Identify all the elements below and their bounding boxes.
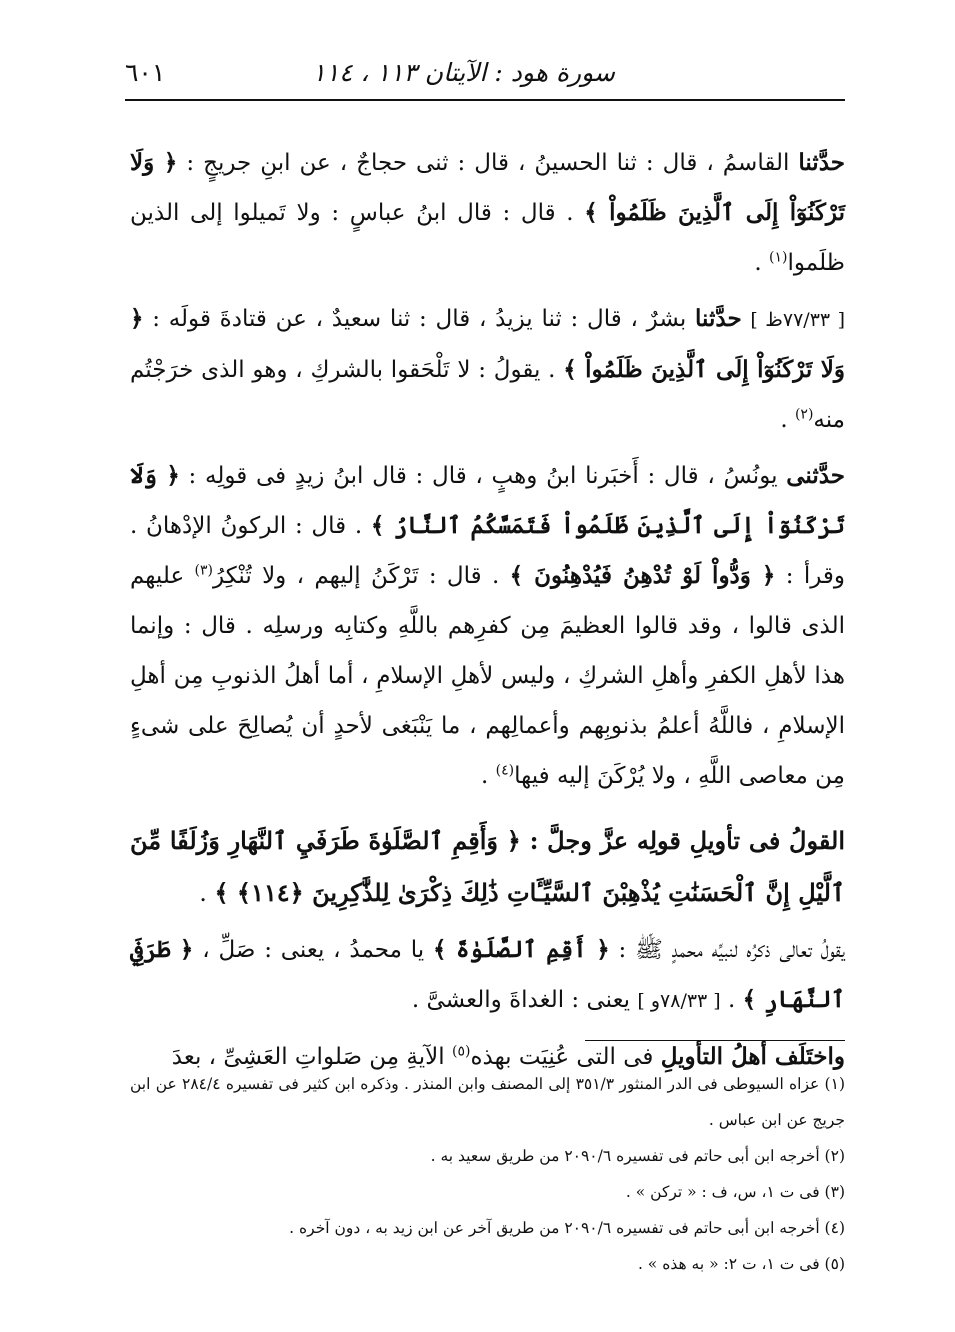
manuscript-ref: [ ٧٨/٣٣و ] [637,990,721,1012]
footnote-marker-2: (٤) [495,762,515,779]
paragraph-tail-2: . قال : تَرْكَنُ إليهم ، ولا تُنْكِرُ [213,563,510,589]
paragraph-text: يقولُ تعالى ذكرُه لنبيِّه محمدٍ ﷺ : [609,937,846,963]
paragraph-end: . [754,250,770,276]
manuscript-ref: [ ٧٧/٣٣ظ ] [750,309,846,331]
footnote-marker: (٥) [451,1043,471,1060]
paragraph-end: . [199,879,215,907]
paragraph-4 [130,815,845,919]
paragraph-tail: . قال : الركونُ الإدْهانُ . وقرأ : [130,513,846,589]
footnote-2: (٢) أخرجه ابن أبى حاتم فى تفسيره ٢٠٩٠/٦ من طريق سعيد به . [430,1147,845,1165]
paragraph-tail: . يقولُ : لا تَلْحَقوا بالشركِ ، وهو الذى خرَجْتُم منه [130,357,845,433]
paragraph-5 [130,925,845,1026]
footnote-marker: (٣) [194,562,213,579]
footnote-3: (٣) فى ت ١، س، ف : « تركن » . [625,1183,845,1201]
footnote-4: (٤) أخرجه ابن أبى حاتم فى تفسيره ٢٠٩٠/٦ من طريق آخر عن ابن زيد به ، دون آخره . [289,1219,845,1237]
footnotes [130,1066,845,1282]
quran-quote: ﴿ أَقِمِ ٱلصَّلَوٰةَ ﴾ [432,936,610,963]
paragraph-tail-2: . [720,987,743,1013]
main-text [130,138,845,1082]
paragraph-2 [130,294,845,445]
paragraph-lead: حدَّثنا [798,149,845,176]
page-number: ٦٠١ [125,58,166,87]
paragraph-end-2: . [481,763,496,789]
footnote-rule [585,1040,845,1041]
paragraph-tail: يا محمدُ ، يعنى : صَلِّ ، [193,937,433,963]
paragraph-text: يونُسُ ، قال : أَخبَرنا ابنُ وهبٍ ، قال : قال ابنُ زيدٍ فى قولِه : [179,463,787,489]
footnote-1: (١) عزاه السيوطى فى الدر المنثور ٣٥١/٣ إلى المصنف وابن المنذر . وذكره ابن كثير فى تفسيره ٢٨٤/٤ عن ابن جريج عن ابن عباس . [130,1075,845,1129]
paragraph-tail: . قال : قال ابنُ عباسٍ : ولا تَميلوا إلى الذين ظلَموا [130,200,845,276]
quran-quote-2: ﴿ طَرَفَيِ ٱلنَّهَارِ ﴾ [130,936,845,1013]
paragraph-end: . [780,407,795,433]
footnote-marker: (٢) [794,406,814,423]
quran-quote: ﴿ وَلَا تَرْكَنُوٓاْ إِلَى ٱلَّذِينَ ظَلَمُواْ ﴾ [130,305,846,383]
paragraph-text: بشرٌ ، قال : ثنا يزيدُ ، قال : ثنا سعيدٌ ، عن قتادةَ قولَه : [143,306,696,332]
footnote-5: (٥) فى ت ١، ت ٢: « به هذه » . [637,1255,845,1273]
running-header [125,52,845,96]
quran-quote-2: ﴿ وَدُّواْ لَوْ تُدْهِنُ فَيُدْهِنُونَ ﴾ [509,562,776,589]
quran-quote: ﴿ وَأَقِمِ ٱلصَّلَوٰةَ طَرَفَيِ ٱلنَّهَارِ وَزُلَفًا مِّنَ ٱلَّيْلِ إِنَّ ٱلْحَسَنَٰتِ يُذْهِبْنَ ٱلسَّيِّـَٔاتِ ذَٰلِكَ ذِكْرَىٰ لِلذَّٰكِرِينَ ﴿١١٤﴾ ﴾ [130,826,845,907]
quran-quote: ﴿ وَلَا تَرْكَنُوٓاْ إِلَى ٱلَّذِينَ ظَلَمُواْ فَتَمَسَّكُمُ ٱلنَّارُ ﴾ [130,462,845,539]
paragraph-lead: واختَلَف أهلُ التأويلِ [660,1043,845,1070]
paragraph-text: القاسمُ ، قال : ثنا الحسينُ ، قال : ثنى حجاجٌ ، عن ابنِ جريجٍ : [177,150,799,176]
paragraph-1 [130,138,845,288]
paragraph-lead: حدَّثنى [786,462,846,489]
paragraph-3 [130,451,845,801]
paragraph-end: يعنى : الغداةَ والعشىَّ . [411,987,638,1013]
header-title: سورة هود : الآيتان ١١٣ ، ١١٤ [312,58,615,87]
footnote-marker: (١) [769,249,788,266]
paragraph-lead: حدَّثنا [695,305,742,332]
paragraph-text: فى التى عُنِيَت بهذه [470,1044,661,1070]
header-rule [125,99,845,101]
paragraph-end: الآيةِ مِن صَلواتِ العَشِىِّ ، بعدَ [171,1044,452,1070]
quran-quote: ﴿ وَلَا تَرْكَنُوٓاْ إِلَى ٱلَّذِينَ ظَلَمُواْ ﴾ [130,149,845,226]
paragraph-end: عليهم الذى قالوا ، وقد قالوا العظيمَ مِن كفرِهم باللَّهِ وكتابِه ورسلِه . قال : وإنما هذا لأهلِ الكفرِ وأهلِ الشركِ ، وليس لأهلِ الإسلامِ ، أما أهلُ الذنوبِ مِن أهلِ الإسلامِ ، فاللَّهُ أعلمُ بذنوبِهم وأعمالِهم ، ما يَنْبَغى لأحدٍ أن يُصالِحَ على شىءٍ مِن معاصى اللَّهِ ، ولا يُرْكَنَ إليه فيها [130,563,845,789]
paragraph-lead: القولُ فى تأويلِ قولِه عزَّ وجلَّ : [529,826,845,855]
